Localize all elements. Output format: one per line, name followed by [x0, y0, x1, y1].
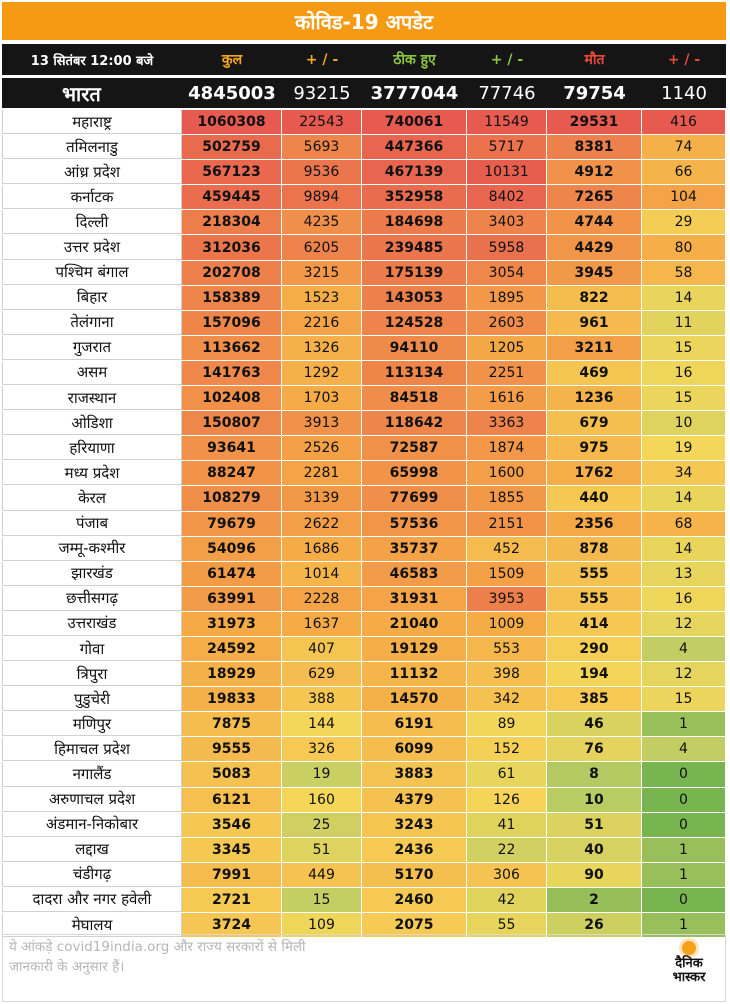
total-cell: 24592 [182, 637, 282, 661]
table-row [2, 311, 726, 336]
state-name: दिल्ली [2, 210, 182, 234]
recovered-cell: 118642 [362, 411, 467, 435]
date-label: 13 सितंबर 12:00 बजे [2, 44, 182, 75]
total-cell: 108279 [182, 486, 282, 510]
table-row [2, 135, 726, 160]
deaths-change-cell: 14 [642, 537, 726, 561]
table-row [2, 762, 726, 787]
recovered-cell: 4379 [362, 788, 467, 812]
table-row [2, 537, 726, 562]
table-row [2, 336, 726, 361]
recovered-cell: 35737 [362, 537, 467, 561]
recovered-change-cell: 553 [467, 637, 547, 661]
total-change-cell: 2622 [282, 512, 362, 536]
state-name: उत्तर प्रदेश [2, 235, 182, 259]
total-cell: 567123 [182, 160, 282, 184]
total-change-cell: 449 [282, 863, 362, 887]
state-name: चंडीगढ़ [2, 863, 182, 887]
state-name: पंजाब [2, 512, 182, 536]
total-cell: 3546 [182, 813, 282, 837]
recovered-cell: 3243 [362, 813, 467, 837]
total-change-cell: 144 [282, 712, 362, 736]
total-cell: 157096 [182, 311, 282, 335]
recovered-change-cell: 1205 [467, 336, 547, 360]
total-change-cell: 6205 [282, 235, 362, 259]
total-change-cell: 1703 [282, 386, 362, 410]
recovered-change-cell: 61 [467, 762, 547, 786]
table-row [2, 436, 726, 461]
recovered-change-cell: 2151 [467, 512, 547, 536]
state-name: छत्तीसगढ़ [2, 587, 182, 611]
total-change-cell: 15 [282, 888, 362, 912]
deaths-change-cell: 66 [642, 160, 726, 184]
recovered-change-cell: 1600 [467, 461, 547, 485]
table-row [2, 888, 726, 913]
state-name: अरुणाचल प्रदेश [2, 788, 182, 812]
deaths-change-cell: 416 [642, 110, 726, 134]
deaths-change-cell: 14 [642, 486, 726, 510]
deaths-cell: 51 [547, 813, 642, 837]
total-cell: 19833 [182, 687, 282, 711]
deaths-change-cell: 34 [642, 461, 726, 485]
recovered-cell: 2460 [362, 888, 467, 912]
state-name: आंध्र प्रदेश [2, 160, 182, 184]
table-row [2, 838, 726, 863]
total-change-cell: 51 [282, 838, 362, 862]
total-cell: 9555 [182, 737, 282, 761]
recovered-change-cell: 8402 [467, 185, 547, 209]
deaths-cell: 961 [547, 311, 642, 335]
deaths-change-cell: 68 [642, 512, 726, 536]
deaths-cell: 3211 [547, 336, 642, 360]
recovered-change-cell: 1874 [467, 436, 547, 460]
deaths-cell: 975 [547, 436, 642, 460]
total-change-cell: 326 [282, 737, 362, 761]
recovered-change-cell: 42 [467, 888, 547, 912]
total-change-cell: 25 [282, 813, 362, 837]
total-change-cell: 629 [282, 662, 362, 686]
table-row [2, 788, 726, 813]
total-cell: 202708 [182, 261, 282, 285]
total-cell: 63991 [182, 587, 282, 611]
recovered-cell: 143053 [362, 286, 467, 310]
recovered-change-cell: 5717 [467, 135, 547, 159]
deaths-change-cell: 4 [642, 737, 726, 761]
deaths-cell: 7265 [547, 185, 642, 209]
recovered-change-cell: 2251 [467, 361, 547, 385]
total-change-cell: 5693 [282, 135, 362, 159]
total-change-cell: 9536 [282, 160, 362, 184]
column-header-row [2, 44, 726, 75]
india-label: भारत [62, 81, 101, 106]
state-name: दादरा और नगर हवेली [2, 888, 182, 912]
recovered-cell: 740061 [362, 110, 467, 134]
total-change-cell: 3215 [282, 261, 362, 285]
deaths-change-cell: 16 [642, 587, 726, 611]
table-row [2, 411, 726, 436]
deaths-cell: 8 [547, 762, 642, 786]
logo-line-1: दैनिक [675, 956, 703, 971]
total-change-cell: 1326 [282, 336, 362, 360]
deaths-change-cell: 12 [642, 612, 726, 636]
recovered-change-cell: 1009 [467, 612, 547, 636]
dainik-bhaskar-logo [659, 941, 719, 985]
table-row [2, 110, 726, 135]
state-name: जम्मू-कश्मीर [2, 537, 182, 561]
recovered-cell: 72587 [362, 436, 467, 460]
recovered-change-cell: 2603 [467, 311, 547, 335]
total-cell: 93641 [182, 436, 282, 460]
india-total: 4845003 [188, 82, 276, 104]
recovered-change-cell: 3953 [467, 587, 547, 611]
total-change-cell: 4235 [282, 210, 362, 234]
sun-icon [682, 941, 696, 955]
recovered-change-cell: 3363 [467, 411, 547, 435]
state-name: कर्नाटक [2, 185, 182, 209]
total-cell: 31973 [182, 612, 282, 636]
state-name: मध्य प्रदेश [2, 461, 182, 485]
total-cell: 61474 [182, 562, 282, 586]
recovered-change-cell: 152 [467, 737, 547, 761]
total-change-cell: 22543 [282, 110, 362, 134]
table-row [2, 461, 726, 486]
deaths-change-cell: 104 [642, 185, 726, 209]
india-deaths-change: 1140 [661, 82, 707, 104]
table-row [2, 687, 726, 712]
recovered-cell: 21040 [362, 612, 467, 636]
deaths-cell: 26 [547, 913, 642, 937]
deaths-change-cell: 15 [642, 687, 726, 711]
deaths-cell: 2356 [547, 512, 642, 536]
header-total-change: + / - [282, 44, 362, 75]
total-cell: 7991 [182, 863, 282, 887]
deaths-cell: 414 [547, 612, 642, 636]
recovered-change-cell: 1855 [467, 486, 547, 510]
recovered-change-cell: 55 [467, 913, 547, 937]
recovered-cell: 175139 [362, 261, 467, 285]
total-change-cell: 1686 [282, 537, 362, 561]
deaths-cell: 194 [547, 662, 642, 686]
india-recovered: 3777044 [370, 82, 459, 104]
deaths-cell: 90 [547, 863, 642, 887]
total-change-cell: 160 [282, 788, 362, 812]
deaths-cell: 29531 [547, 110, 642, 134]
total-change-cell: 388 [282, 687, 362, 711]
recovered-change-cell: 306 [467, 863, 547, 887]
deaths-cell: 4912 [547, 160, 642, 184]
state-name: अंडमान-निकोबार [2, 813, 182, 837]
recovered-cell: 77699 [362, 486, 467, 510]
deaths-cell: 3945 [547, 261, 642, 285]
total-change-cell: 3913 [282, 411, 362, 435]
deaths-cell: 10 [547, 788, 642, 812]
recovered-change-cell: 89 [467, 712, 547, 736]
deaths-change-cell: 15 [642, 386, 726, 410]
deaths-cell: 679 [547, 411, 642, 435]
table-row [2, 210, 726, 235]
deaths-change-cell: 4 [642, 637, 726, 661]
header-recovered: ठीक हुए [362, 44, 467, 75]
recovered-cell: 239485 [362, 235, 467, 259]
total-cell: 18929 [182, 662, 282, 686]
recovered-change-cell: 22 [467, 838, 547, 862]
recovered-change-cell: 398 [467, 662, 547, 686]
total-change-cell: 109 [282, 913, 362, 937]
total-cell: 1060308 [182, 110, 282, 134]
header-recovered-change: + / - [467, 44, 547, 75]
total-change-cell: 1014 [282, 562, 362, 586]
recovered-change-cell: 10131 [467, 160, 547, 184]
deaths-cell: 40 [547, 838, 642, 862]
deaths-change-cell: 29 [642, 210, 726, 234]
state-name: त्रिपुरा [2, 662, 182, 686]
table-row [2, 160, 726, 185]
state-name: मणिपुर [2, 712, 182, 736]
state-name: हरियाणा [2, 436, 182, 460]
table-row [2, 737, 726, 762]
recovered-change-cell: 342 [467, 687, 547, 711]
table-row [2, 512, 726, 537]
india-recovered-change: 77746 [478, 82, 536, 104]
total-change-cell: 407 [282, 637, 362, 661]
recovered-cell: 2436 [362, 838, 467, 862]
total-cell: 79679 [182, 512, 282, 536]
state-name: नगालैंड [2, 762, 182, 786]
table-row [2, 662, 726, 687]
recovered-cell: 94110 [362, 336, 467, 360]
table-row [2, 185, 726, 210]
deaths-change-cell: 0 [642, 788, 726, 812]
deaths-change-cell: 1 [642, 913, 726, 937]
state-name: पश्चिम बंगाल [2, 261, 182, 285]
total-cell: 88247 [182, 461, 282, 485]
table-row [2, 712, 726, 737]
recovered-change-cell: 41 [467, 813, 547, 837]
table-row [2, 386, 726, 411]
total-change-cell: 19 [282, 762, 362, 786]
recovered-change-cell: 3403 [467, 210, 547, 234]
deaths-cell: 469 [547, 361, 642, 385]
recovered-change-cell: 1616 [467, 386, 547, 410]
total-cell: 2721 [182, 888, 282, 912]
state-name: हिमाचल प्रदेश [2, 737, 182, 761]
recovered-change-cell: 452 [467, 537, 547, 561]
total-cell: 102408 [182, 386, 282, 410]
recovered-cell: 65998 [362, 461, 467, 485]
deaths-cell: 46 [547, 712, 642, 736]
total-cell: 502759 [182, 135, 282, 159]
state-name: झारखंड [2, 562, 182, 586]
deaths-cell: 822 [547, 286, 642, 310]
total-cell: 54096 [182, 537, 282, 561]
total-change-cell: 1292 [282, 361, 362, 385]
source-note: ये आंकड़े covid19india.org और राज्य सरकारों से मिली जानकारी के अनुसार हैं। [9, 939, 306, 975]
total-change-cell: 2216 [282, 311, 362, 335]
recovered-cell: 46583 [362, 562, 467, 586]
deaths-cell: 76 [547, 737, 642, 761]
total-cell: 312036 [182, 235, 282, 259]
state-name: मेघालय [2, 913, 182, 937]
deaths-cell: 290 [547, 637, 642, 661]
deaths-cell: 555 [547, 562, 642, 586]
state-table [2, 110, 726, 938]
total-change-cell: 1637 [282, 612, 362, 636]
deaths-cell: 878 [547, 537, 642, 561]
recovered-cell: 113134 [362, 361, 467, 385]
recovered-cell: 14570 [362, 687, 467, 711]
total-cell: 7875 [182, 712, 282, 736]
deaths-change-cell: 11 [642, 311, 726, 335]
deaths-change-cell: 16 [642, 361, 726, 385]
state-name: तमिलनाडु [2, 135, 182, 159]
total-cell: 5083 [182, 762, 282, 786]
deaths-cell: 2 [547, 888, 642, 912]
footer [2, 934, 726, 1002]
recovered-cell: 184698 [362, 210, 467, 234]
deaths-change-cell: 13 [642, 562, 726, 586]
state-name: राजस्थान [2, 386, 182, 410]
state-name: गुजरात [2, 336, 182, 360]
state-name: उत्तराखंड [2, 612, 182, 636]
recovered-cell: 84518 [362, 386, 467, 410]
recovered-cell: 6191 [362, 712, 467, 736]
deaths-cell: 4744 [547, 210, 642, 234]
state-name: गोवा [2, 637, 182, 661]
state-name: तेलंगाना [2, 311, 182, 335]
deaths-change-cell: 1 [642, 863, 726, 887]
recovered-cell: 3883 [362, 762, 467, 786]
deaths-change-cell: 74 [642, 135, 726, 159]
state-name: केरल [2, 486, 182, 510]
table-row [2, 361, 726, 386]
india-total-row [2, 78, 726, 108]
table-row [2, 813, 726, 838]
total-cell: 113662 [182, 336, 282, 360]
total-change-cell: 2281 [282, 461, 362, 485]
deaths-cell: 4429 [547, 235, 642, 259]
state-name: बिहार [2, 286, 182, 310]
recovered-cell: 57536 [362, 512, 467, 536]
recovered-cell: 447366 [362, 135, 467, 159]
recovered-change-cell: 126 [467, 788, 547, 812]
total-change-cell: 3139 [282, 486, 362, 510]
table-row [2, 486, 726, 511]
deaths-change-cell: 15 [642, 336, 726, 360]
recovered-cell: 124528 [362, 311, 467, 335]
deaths-change-cell: 14 [642, 286, 726, 310]
total-cell: 459445 [182, 185, 282, 209]
state-name: असम [2, 361, 182, 385]
deaths-change-cell: 10 [642, 411, 726, 435]
table-row [2, 261, 726, 286]
recovered-change-cell: 3054 [467, 261, 547, 285]
india-total-change: 93215 [293, 82, 351, 104]
total-change-cell: 2228 [282, 587, 362, 611]
header-deaths-change: + / - [642, 44, 726, 75]
recovered-change-cell: 5958 [467, 235, 547, 259]
deaths-change-cell: 80 [642, 235, 726, 259]
deaths-cell: 385 [547, 687, 642, 711]
table-row [2, 863, 726, 888]
recovered-change-cell: 11549 [467, 110, 547, 134]
table-row [2, 637, 726, 662]
total-cell: 6121 [182, 788, 282, 812]
total-cell: 141763 [182, 361, 282, 385]
recovered-cell: 5170 [362, 863, 467, 887]
total-cell: 3724 [182, 913, 282, 937]
deaths-change-cell: 0 [642, 762, 726, 786]
recovered-cell: 352958 [362, 185, 467, 209]
header-total: कुल [182, 44, 282, 75]
recovered-cell: 19129 [362, 637, 467, 661]
header-deaths: मौत [547, 44, 642, 75]
state-name: महाराष्ट्र [2, 110, 182, 134]
recovered-cell: 467139 [362, 160, 467, 184]
total-cell: 3345 [182, 838, 282, 862]
recovered-cell: 6099 [362, 737, 467, 761]
deaths-change-cell: 19 [642, 436, 726, 460]
total-change-cell: 2526 [282, 436, 362, 460]
recovered-change-cell: 1509 [467, 562, 547, 586]
deaths-cell: 440 [547, 486, 642, 510]
total-cell: 158389 [182, 286, 282, 310]
logo-line-2: भास्कर [672, 970, 706, 985]
total-change-cell: 1523 [282, 286, 362, 310]
page-title: कोविड-19 अपडेट [2, 2, 726, 40]
deaths-cell: 1236 [547, 386, 642, 410]
deaths-change-cell: 0 [642, 888, 726, 912]
deaths-change-cell: 1 [642, 838, 726, 862]
recovered-change-cell: 1895 [467, 286, 547, 310]
state-name: पुडुचेरी [2, 687, 182, 711]
deaths-change-cell: 0 [642, 813, 726, 837]
deaths-cell: 8381 [547, 135, 642, 159]
state-name: लद्दाख [2, 838, 182, 862]
table-row [2, 587, 726, 612]
recovered-cell: 11132 [362, 662, 467, 686]
table-row [2, 562, 726, 587]
deaths-cell: 555 [547, 587, 642, 611]
total-cell: 218304 [182, 210, 282, 234]
table-row [2, 286, 726, 311]
total-change-cell: 9894 [282, 185, 362, 209]
state-name: ओडिशा [2, 411, 182, 435]
deaths-change-cell: 12 [642, 662, 726, 686]
table-row [2, 235, 726, 260]
table-row [2, 612, 726, 637]
recovered-cell: 2075 [362, 913, 467, 937]
total-cell: 150807 [182, 411, 282, 435]
india-deaths: 79754 [563, 82, 626, 104]
deaths-change-cell: 58 [642, 261, 726, 285]
deaths-change-cell: 1 [642, 712, 726, 736]
deaths-cell: 1762 [547, 461, 642, 485]
recovered-cell: 31931 [362, 587, 467, 611]
